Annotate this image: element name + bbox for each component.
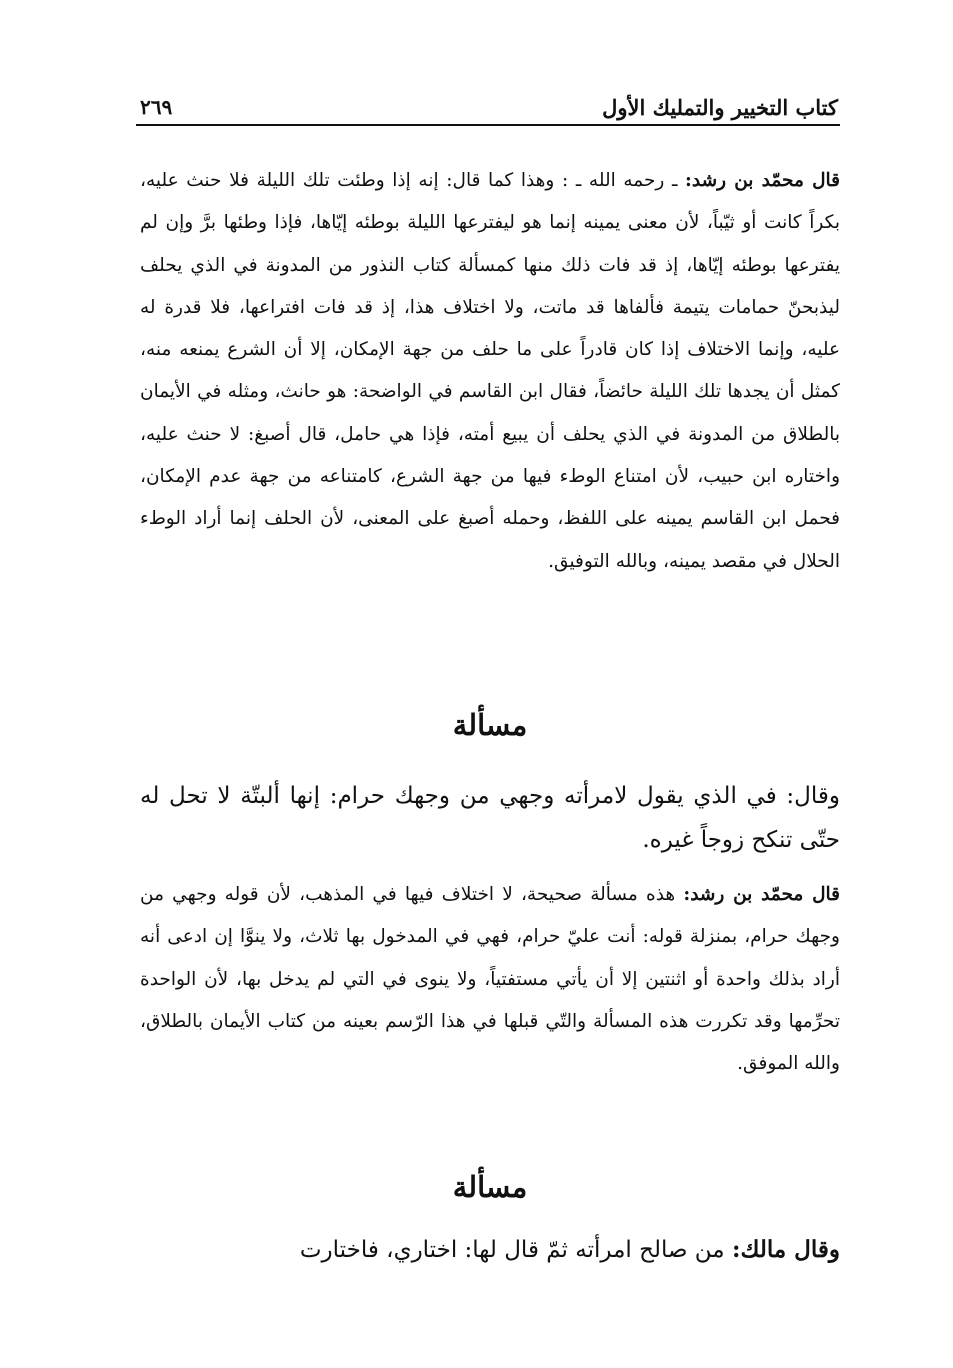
section-heading: مسألة [452,1170,528,1204]
section-heading: مسألة [452,708,528,742]
paragraph-question-2 [140,1228,840,1272]
paragraph-lead: قال محمّد بن رشد: [683,884,840,905]
paragraph-lead: وقال مالك: [731,1236,840,1263]
paragraph-text: هذه مسألة صحيحة، لا اختلاف فيها في المذهب، لأن قوله وجهي من وجهك حرام، بمنزلة قوله: أنت عليّ حرام، فهي في المدخول بها ثلاث، ولا ينوَّا إن ادعى أنه أراد بذلك واحدة أو اثنتين إلا أن يأتي مستفتياً، ولا ينوى في التي لم يدخل بها، لأن الواحدة تحرِّمها وقد تكررت هذه المسألة والتّي قبلها في هذا الرّسم بعينه من كتاب الأيمان بالطلاق، والله الموفق. [140,884,840,1075]
paragraph-commentary-1 [140,160,840,583]
header-rule [136,124,840,126]
paragraph-lead: قال محمّد بن رشد: [685,170,840,191]
paragraph-commentary-2 [140,874,840,1085]
header-title: كتاب التخيير والتمليك الأول [602,94,838,120]
paragraph-text: وقال: في الذي يقول لامرأته وجهي من وجهك حرام: إنها ألبتّة لا تحل له حتّى تنكح زوجاً غيره. [140,783,840,853]
running-header [140,92,838,122]
page-number: ٢٦٩ [140,95,173,119]
paragraph-question-1 [140,774,840,862]
paragraph-text: من صالح امرأته ثمّ قال لها: اختاري، فاختارت [299,1237,732,1263]
paragraph-text: ـ رحمه الله ـ : وهذا كما قال: إنه إذا وطئت تلك الليلة فلا حنث عليه، بكراً كانت أو ثيّباً، لأن معنى يمينه إنما هو ليفترعها الليلة بوطئه إيّاها، فإذا وطئها برَّ وإن لم يفترعها بوطئه إيّاها، إذ قد فات ذلك منها كمسألة كتاب النذور من المدونة في الذي يحلف ليذبحنّ حمامات يتيمة فألفاها قد ماتت، ولا اختلاف هذا، إذ قد فات افتراعها، فلا قدرة له عليه، وإنما الاختلاف إذا كان قادراً على ما حلف من جهة الإمكان، إلا أن الشرع يمنعه منه، كمثل أن يجدها تلك الليلة حائضاً، فقال ابن القاسم في الواضحة: هو حانث، ومثله في الأيمان بالطلاق من المدونة في الذي يحلف أن يبيع أمته، فإذا هي حامل، قال أصبغ: لا حنث عليه، واختاره ابن حبيب، لأن امتناع الوطء فيها من جهة الشرع، كامتناعه من جهة عدم الإمكان، فحمل ابن القاسم يمينه على اللفظ، وحمله أصبغ على المعنى، لأن الحلف إنما أراد الوطء الحلال في مقصد يمينه، وبالله التوفيق. [140,170,840,572]
